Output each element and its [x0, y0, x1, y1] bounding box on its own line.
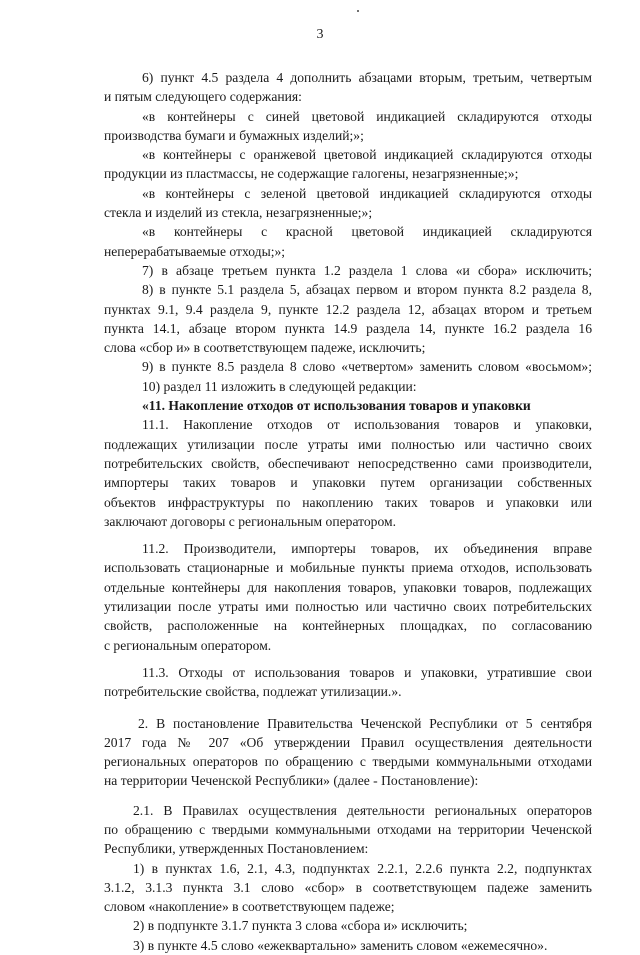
text-line: отдельные контейнеры для накопления товаров, упаковки товаров, подлежащих [104, 579, 592, 595]
text-line: потребительских свойств, обеспечивают непосредственно сами производители, [104, 455, 592, 471]
text-line: свойств, расположенные на контейнерных площадках, по согласованию [104, 618, 592, 634]
text-line: производства бумаги и бумажных изделий;»; [104, 127, 364, 143]
text-line: региональных операторов по обращению с твердыми коммунальными отходами [104, 754, 592, 770]
text-line: 3.1.2, 3.1.3 пункта 3.1 слово «сбор» в соответствующем падеже заменить [104, 879, 592, 895]
page-number: 3 [316, 27, 324, 42]
text-line: по обращению с твердыми коммунальными отходами на территории Чеченской [104, 821, 592, 837]
text-line: «в контейнеры с оранжевой цветовой индикацией складируются отходы [142, 147, 592, 163]
text-line: и пятым следующего содержания: [104, 89, 302, 105]
text-line: с региональным оператором. [104, 637, 272, 653]
text-line: пунктах 9.1, 9.4 раздела 9, пункте 12.2 раздела 12, абзацах втором и третьем [104, 301, 592, 317]
text-line: 7) в абзаце третьем пункта 1.2 раздела 1 слова «и сбора» исключить; [142, 262, 592, 278]
text-line: заключают договоры с региональным оператором. [104, 513, 397, 529]
text-line: 10) раздел 11 изложить в следующей редакции: [142, 378, 417, 394]
text-line: неперерабатываемые отходы;»; [104, 243, 286, 259]
text-line: использовать стационарные и мобильные пункты приема отходов, использовать [104, 560, 592, 576]
text-line: 11.3. Отходы от использования товаров и упаковки, утратившие свои [142, 664, 592, 680]
scan-speck [357, 10, 359, 12]
text-line: «в контейнеры с красной цветовой индикацией складируются [142, 224, 592, 240]
text-line: 1) в пунктах 1.6, 2.1, 4.3, подпунктах 2.2.1, 2.2.6 пункта 2.2, подпунктах [133, 860, 592, 876]
text-line: 3) в пункте 4.5 слово «ежеквартально» заменить словом «ежемесячно». [133, 937, 548, 953]
text-line: слова «сбор и» в соответствующем падеже, исключить; [104, 340, 426, 356]
section-heading: «11. Накопление отходов от использования товаров и упаковки [142, 398, 531, 414]
text-line: стекла и изделий из стекла, незагрязненные;»; [104, 205, 373, 221]
text-line: на территории Чеченской Республики» (далее - Постановление): [104, 773, 479, 789]
text-line: «в контейнеры с зеленой цветовой индикацией складируются отходы [142, 185, 592, 201]
text-line: 9) в пункте 8.5 раздела 8 слово «четвертом» заменить словом «восьмом»; [142, 359, 592, 375]
text-line: объектов инфраструктуры по накоплению таких товаров и упаковки или [104, 494, 592, 510]
text-line: 2) в подпункте 3.1.7 пункта 3 слова «сбора и» исключить; [133, 918, 468, 934]
text-line: утилизации после утраты ими полностью или частично своих потребительских [104, 599, 592, 615]
text-line: 6) пункт 4.5 раздела 4 дополнить абзацами вторым, третьим, четвертым [142, 70, 592, 85]
text-line: импортеры таких товаров и упаковки путем организации собственных [104, 475, 592, 491]
text-line: Республики, утвержденных Постановлением: [104, 841, 369, 857]
document-body [104, 68, 592, 955]
text-line: подлежащих утилизации после утраты ими полностью или частично своих [104, 436, 592, 452]
text-line: продукции из пластмассы, не содержащие галогены, незагрязненные;»; [104, 166, 519, 182]
text-line: 11.2. Производители, импортеры товаров, их объединения вправе [142, 541, 592, 557]
text-line: словом «накопление» в соответствующем падеже; [104, 899, 395, 915]
text-line: 8) в пункте 5.1 раздела 5, абзацах первом и втором пункта 8.2 раздела 8, [142, 282, 592, 298]
text-line: 2.1. В Правилах осуществления деятельности региональных операторов [133, 802, 592, 818]
text-line: пункта 14.1, абзаце втором пункта 14.9 раздела 14, пункте 16.2 раздела 16 [104, 320, 592, 336]
text-line: потребительские свойства, подлежат утилизации.». [104, 684, 402, 700]
text-line: 2. В постановление Правительства Чеченской Республики от 5 сентября [138, 715, 592, 731]
text-line: «в контейнеры с синей цветовой индикацией складируются отходы [142, 108, 592, 124]
text-line: 11.1. Накопление отходов от использования товаров и упаковки, [142, 417, 592, 433]
text-line: 2017 года № 207 «Об утверждении Правил осуществления деятельности [104, 734, 592, 750]
